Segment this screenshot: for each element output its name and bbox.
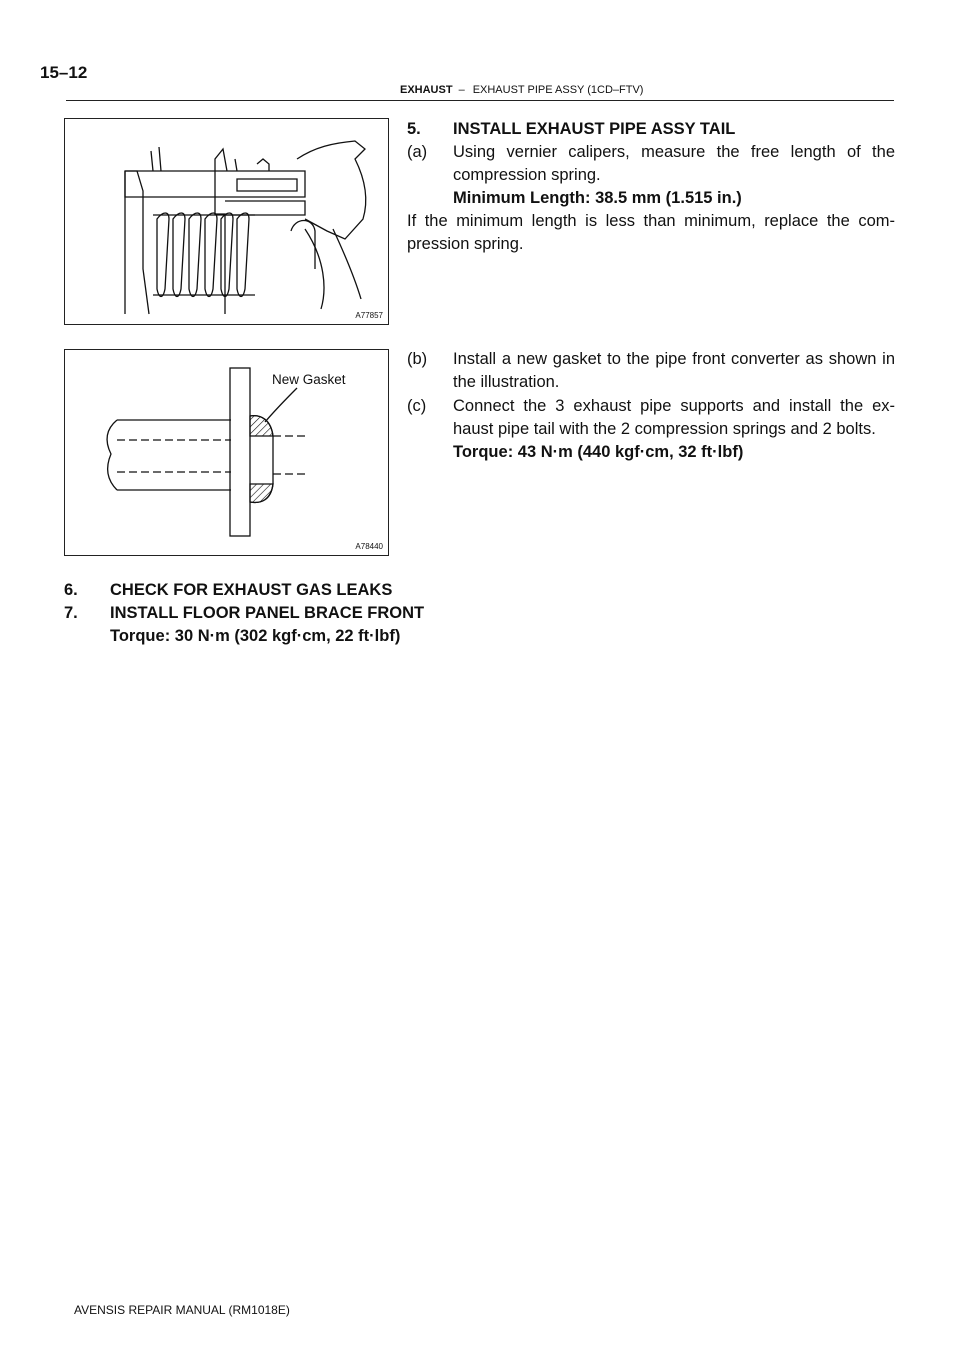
step-7-title: INSTALL FLOOR PANEL BRACE FRONT <box>110 604 425 622</box>
header-rule <box>66 100 894 101</box>
step-6-number: 6. <box>64 581 78 599</box>
header-section: EXHAUST <box>400 84 453 96</box>
step-6-title: CHECK FOR EXHAUST GAS LEAKS <box>110 581 393 599</box>
step-5 <box>407 118 895 141</box>
step-7-number: 7. <box>64 604 78 622</box>
running-header <box>400 84 643 96</box>
step-7 <box>64 602 484 648</box>
step-a <box>407 141 895 210</box>
new-gasket-label: New Gasket <box>272 372 346 387</box>
step-5-number: 5. <box>407 120 421 138</box>
step-b-letter: (b) <box>407 350 428 368</box>
step-a-spec: Minimum Length: 38.5 mm (1.515 in.) <box>453 189 742 207</box>
page-number: 15–12 <box>40 63 88 82</box>
header-dash: – <box>458 84 465 96</box>
step-a-letter: (a) <box>407 143 428 161</box>
footer: AVENSIS REPAIR MANUAL (RM1018E) <box>74 1303 290 1317</box>
figure-code: A78440 <box>355 542 383 551</box>
step-c-letter: (c) <box>407 397 427 415</box>
figure-code: A77857 <box>355 311 383 320</box>
figure-gasket <box>64 349 389 556</box>
figure-caliper <box>64 118 389 325</box>
step-b-text: Install a new gasket to the pipe front converter as shown in the illustration. <box>453 350 895 391</box>
step-c <box>407 395 895 464</box>
step-c-spec: Torque: 43 N·m (440 kgf·cm, 32 ft·lbf) <box>453 443 744 461</box>
step-c-text: Connect the 3 exhaust pipe supports and install the ex- haust pipe tail with the 2 compression springs and 2 bolts. <box>453 397 895 438</box>
step-a-text: Using vernier calipers, measure the free length of the compression spring. <box>453 143 895 184</box>
step-6 <box>64 579 484 602</box>
step-note: If the minimum length is less than minimum, replace the com- pression spring. <box>407 212 895 253</box>
step-b <box>407 348 895 394</box>
caliper-illustration <box>65 119 388 324</box>
header-subsection: EXHAUST PIPE ASSY (1CD–FTV) <box>472 84 644 96</box>
step-5-title: INSTALL EXHAUST PIPE ASSY TAIL <box>453 120 736 138</box>
step-7-spec: Torque: 30 N·m (302 kgf·cm, 22 ft·lbf) <box>110 627 401 645</box>
